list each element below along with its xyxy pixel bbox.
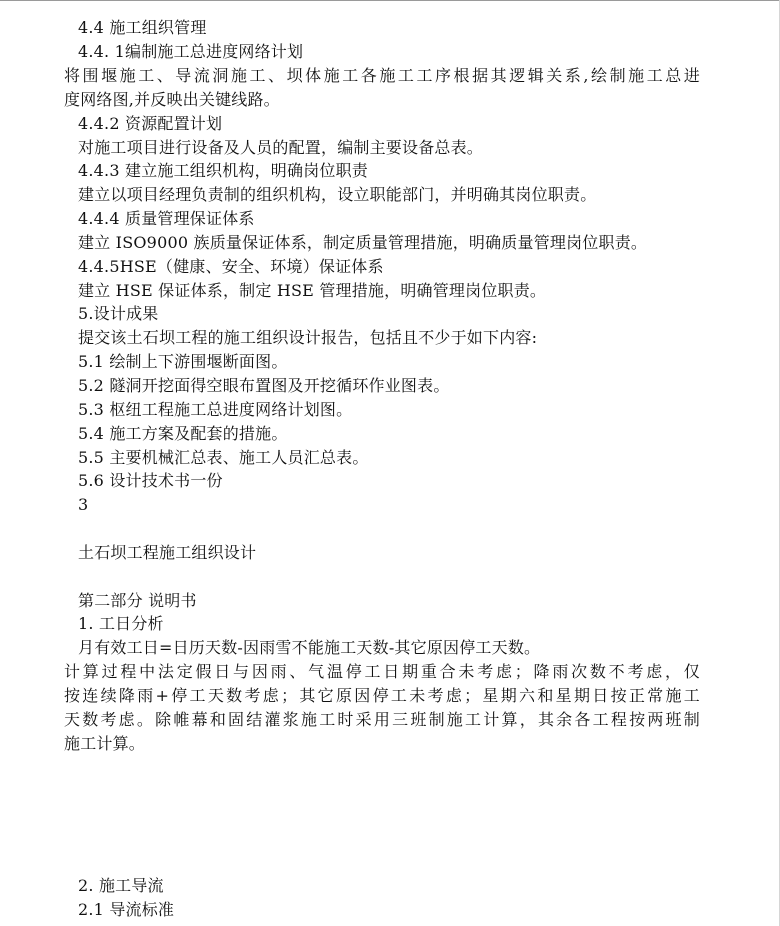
list-item-5-6: 5.6 设计技术书一份 (78, 471, 223, 490)
section-heading-2: 2. 施工导流 (78, 876, 164, 895)
heading-4-4-2: 4.4.2 资源配置计划 (78, 114, 223, 133)
list-item-5-3: 5.3 枢纽工程施工总进度网络计划图。 (78, 400, 353, 419)
list-item-5-5: 5.5 主要机械汇总表、施工人员汇总表。 (78, 448, 369, 467)
list-item-5-4: 5.4 施工方案及配套的措施。 (78, 424, 288, 443)
heading-4-4: 4.4 施工组织管理 (78, 18, 207, 37)
paragraph-line: 建立 ISO9000 族质量保证体系，制定质量管理措施，明确质量管理岗位职责。 (78, 233, 648, 252)
paragraph-line: 建立以项目经理负责制的组织机构，设立职能部门，并明确其岗位职责。 (78, 185, 597, 204)
list-item-5-1: 5.1 绘制上下游围堰断面图。 (78, 352, 288, 371)
list-item-5-2: 5.2 隧洞开挖面得空眼布置图及开挖循环作业图表。 (78, 376, 450, 395)
paragraph-line: 计算过程中法定假日与因雨、气温停工日期重合未考虑；降雨次数不考虑，仅 (64, 662, 700, 681)
heading-5: 5.设计成果 (78, 304, 159, 323)
section-heading-1: 1. 工日分析 (78, 614, 164, 633)
paragraph-line: 将围堰施工、导流洞施工、坝体施工各施工工序根据其逻辑关系,绘制施工总进 (64, 66, 700, 85)
paragraph-line: 建立 HSE 保证体系，制定 HSE 管理措施，明确管理岗位职责。 (78, 281, 547, 300)
section-heading-2-1: 2.1 导流标准 (78, 900, 175, 919)
paragraph-line: 天数考虑。除帷幕和固结灌浆施工时采用三班制施工计算，其余各工程按两班制 (64, 710, 700, 729)
paragraph-line: 施工计算。 (64, 734, 146, 753)
heading-4-4-3: 4.4.3 建立施工组织机构，明确岗位职责 (78, 161, 368, 180)
paragraph-line: 提交该土石坝工程的施工组织设计报告，包括且不少于如下内容: (78, 328, 538, 347)
heading-4-4-1: 4.4. 1编制施工总进度网络计划 (78, 42, 304, 61)
paragraph-line: 按连续降雨+停工天数考虑；其它原因停工未考虑；星期六和星期日按正常施工 (64, 686, 700, 705)
heading-4-4-5: 4.4.5HSE（健康、安全、环境）保证体系 (78, 257, 384, 276)
document-title: 土石坝工程施工组织设计 (78, 543, 257, 562)
part-heading: 第二部分 说明书 (78, 591, 197, 610)
paragraph-line: 度网络图,并反映出关键线路。 (64, 90, 280, 109)
page-number: 3 (78, 495, 89, 514)
heading-4-4-4: 4.4.4 质量管理保证体系 (78, 209, 255, 228)
paragraph-line: 对施工项目进行设备及人员的配置，编制主要设备总表。 (78, 138, 484, 157)
paragraph-line: 月有效工日=日历天数-因雨雪不能施工天数-其它原因停工天数。 (78, 638, 541, 657)
